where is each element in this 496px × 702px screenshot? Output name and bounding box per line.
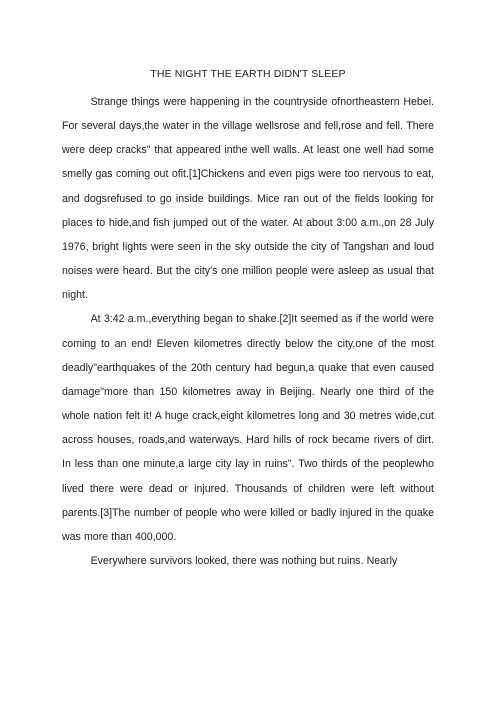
paragraph-3: Everywhere survivors looked, there was nothing but ruins. Nearly: [90, 554, 398, 567]
body-text: [62, 90, 434, 573]
paragraph-2: At 3:42 a.m.,everything began to shake.[2]It seemed as if the world were coming to an end! Eleven kilometres directly below the city,one of the most deadly"earthquakes of the 20th century had begun,a quake that even caused damage"more than 150 kilometres away in Beijing. Nearly one third of the whole nation felt it! A huge crack,eight kilometres long and 30 metres wide,cut across houses, roads,and waterways. Hard hills of rock became rivers of dirt. In less than one minute,a large city lay in ruins". Two thirds of the peoplewho lived there were dead or injured. Thousands of children were left without parents.[3]The number of people who were killed or badly injured in the quake was more than 400,000.: [62, 313, 434, 543]
paragraph-1: Strange things were happening in the countryside ofnortheastern Hebei. For several days,the water in the village wellsrose and fell,rose and fell. There were deep cracks" that appeared inthe well walls. At least one well had some smelly gas coming out ofit.[1]Chickens and even pigs were too nervous to eat, and dogsrefused to go inside buildings. Mice ran out of the fields looking for places to hide,and fish jumped out of the water. At about 3:00 a.m.,on 28 July 1976, bright lights were seen in the sky outside the city of Tangshan and loud noises were heard. But the city's one million people were asleep as usual that night.: [62, 96, 434, 302]
page-title: THE NIGHT THE EARTH DIDN'T SLEEP: [150, 68, 346, 80]
